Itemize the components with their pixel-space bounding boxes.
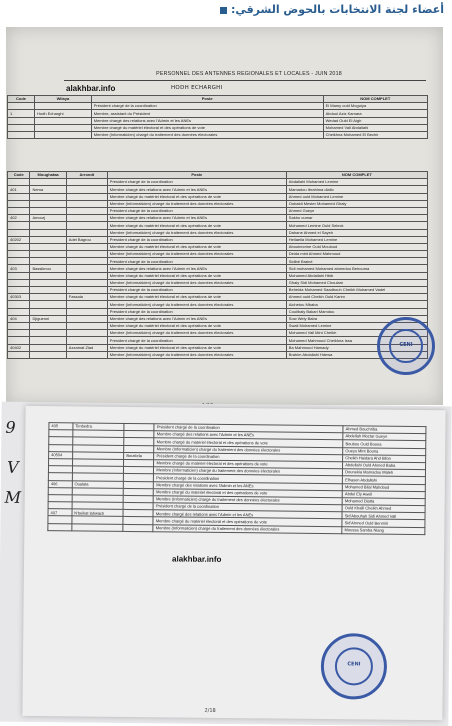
table-cell (30, 308, 66, 315)
table-cell: Djiguenni (30, 315, 66, 322)
table-cell: Mohamed Bilal Mahdoud (342, 483, 425, 491)
table-cell (30, 251, 66, 258)
table-cell: Membre chargé des relations avec l'Admin et les ANEs (153, 510, 342, 519)
bullet-icon (220, 7, 227, 14)
table-row (8, 337, 428, 344)
table-cell (66, 351, 107, 358)
table-cell: Membre chargé des relations avec l'Admin et les ANEs (107, 265, 286, 272)
table-cell: Président chargé de la coordination (154, 424, 343, 433)
table-cell: El Mamy ould Moguiya (323, 103, 427, 110)
table-cell (8, 179, 30, 186)
table-cell: Nema (30, 186, 66, 193)
table-cell (66, 279, 107, 286)
table-cell: Azzamat Ziad (66, 344, 107, 351)
table-row (8, 131, 428, 138)
table-cell: Mohamed Diatta (342, 498, 425, 506)
table-cell (35, 131, 92, 138)
table-cell: Président chargé de la coordination (107, 258, 286, 265)
table-cell (66, 207, 107, 214)
table-cell: Président chargé de la coordination (107, 179, 286, 186)
table-cell (8, 103, 35, 110)
table-cell: 40504 (49, 451, 73, 458)
table-cell: Brahim Abdallahi Hdewa (286, 351, 427, 358)
column-header: NOM COMPLET (323, 96, 427, 103)
table-cell: Cheikhna Mohamed El Bechir (323, 131, 427, 138)
stamp-label: CENI (399, 341, 413, 348)
table-cell (30, 200, 66, 207)
table-cell: Boustela (124, 452, 154, 460)
table-cell (30, 337, 66, 344)
table-cell: Membre chargé du matériel électoral et des opérations de vote (91, 124, 323, 131)
table-cell (8, 117, 35, 124)
column-header: Poste (91, 96, 323, 103)
page2-watermark-brand: alakhbar.info (172, 554, 222, 564)
table-cell: Membre (Informaticien) chargé du traitement des données électorales (154, 496, 343, 505)
table-row (8, 294, 428, 301)
table-cell: Sidi mohamed Mohamed ahmedou Beirouma (286, 265, 427, 272)
table-cell (30, 287, 66, 294)
table-cell: Membre (Informaticien) chargé du traitement des données électorales (91, 131, 323, 138)
table-cell: Président chargé de la coordination (154, 474, 343, 483)
table-row (8, 222, 428, 229)
table-cell: Abdallahi Mohamed Lemine (286, 179, 427, 186)
table-row (8, 186, 428, 193)
wilaya-table (7, 95, 428, 139)
table-cell (48, 523, 72, 530)
table-cell: Membre (Informaticien) chargé du traitement des données électorales (107, 200, 286, 207)
table-cell: Mohamed Lemine Ould Seleck (286, 222, 427, 229)
handwritten-mark: M (4, 487, 22, 507)
table-cell: Membre chargé du matériel électoral et des opérations de vote (107, 193, 286, 200)
table-row (8, 117, 428, 124)
table-cell: Président chargé de la coordination (107, 308, 286, 315)
table-cell (66, 315, 107, 322)
table-cell (30, 272, 66, 279)
table-cell: Président chargé de la coordination (154, 453, 343, 462)
table-cell (30, 222, 66, 229)
table-cell (66, 222, 107, 229)
table-cell: Bassiknou (30, 265, 66, 272)
table-cell (30, 258, 66, 265)
table-cell (8, 131, 35, 138)
table-cell: Président chargé de la coordination (107, 207, 286, 214)
table-cell: Membre (Informaticien) chargé du traitement des données électorales (107, 351, 286, 358)
table-cell: Beheida Mohamed Saadbouh Cheikh Mohamed Vadel (286, 287, 427, 294)
table-cell (30, 322, 66, 329)
table-row (8, 265, 428, 272)
table-row (8, 287, 428, 294)
stamp-label: CENI (347, 661, 361, 668)
table-row (8, 110, 428, 117)
table-cell: Membre chargé des relations avec l'Admin et les ANEs (107, 186, 286, 193)
table-cell: N'beikat lahwach (72, 509, 124, 517)
table-cell: Aboubecrine Ould Mouloud (286, 243, 427, 250)
table-cell: Coulibaly Bakari Mamdou (286, 308, 427, 315)
table-cell: Moussa Samba Niang (342, 526, 425, 534)
table-cell: Fassala (66, 294, 107, 301)
table-cell: Boubou Ould Bouna (343, 440, 426, 448)
table-cell: Adel Bagrou (66, 236, 107, 243)
table-cell: Mohamed Abdallahi Hbib (286, 272, 427, 279)
column-header: Arrondt (66, 172, 107, 179)
table-row (8, 179, 428, 186)
table-cell: 402 (8, 215, 30, 222)
caption-text: أعضاء لجنة الانتخابات بالحوض الشرقي: (230, 3, 444, 16)
table-cell (30, 179, 66, 186)
table-cell (8, 308, 30, 315)
table-cell: Mamadou Ibrahima diallo (286, 186, 427, 193)
table-cell (71, 524, 123, 532)
table-cell (8, 124, 35, 131)
table-cell (30, 351, 66, 358)
table-cell (8, 251, 30, 258)
table-cell: Président chargé de la coordination (107, 287, 286, 294)
table-row (8, 258, 428, 265)
table-cell (66, 337, 107, 344)
table-cell (35, 103, 92, 110)
table-row (8, 330, 428, 337)
table-cell (66, 308, 107, 315)
table-cell (8, 351, 30, 358)
table-cell: Sow Wely Baba (286, 315, 427, 322)
table-cell: Président chargé de la coordination (91, 103, 323, 110)
table-cell: Ahmed ould Mohamed Lemine (286, 193, 427, 200)
table-cell: Membre chargé du matériel électoral et des opérations de vote (154, 488, 343, 497)
table-cell: Abdel Ely Aweil (342, 490, 425, 498)
table-cell (8, 193, 30, 200)
table-cell: Sidibé Brainé (286, 258, 427, 265)
table-cell: Elhasen Abdallahi (343, 476, 426, 484)
table-cell (8, 207, 30, 214)
table-cell: Ahmed Bouchriba (343, 426, 426, 434)
page1-heading: PERSONNEL DES ANTENNES REGIONALES ET LOCALES - JUIN 2018 (156, 71, 342, 77)
table-row (8, 215, 428, 222)
table-cell: 40202 (8, 236, 30, 243)
page2-sheet (22, 406, 445, 720)
table-cell: Abdoul Aziz Kamara (323, 110, 427, 117)
table-cell: 407 (48, 509, 72, 516)
table-cell: Ahmed ould Cheikh Ould Karim (286, 294, 427, 301)
table-cell: Hellaella Mohamed Lemine (286, 236, 427, 243)
document-page-2 (0, 402, 452, 726)
table-cell (66, 301, 107, 308)
table-cell: Dounekia Marnadou Maleh (343, 469, 426, 477)
table-cell: Deida mint Ahmed Mahmoud (286, 251, 427, 258)
table-row (8, 200, 428, 207)
table-cell: Mohamed Vall Mint Cheikh (286, 330, 427, 337)
table-cell: Oubaidi Mester Mohamed Ghaly (286, 200, 427, 207)
table-cell: Membre (Informaticien) chargé du traitement des données électorales (154, 445, 343, 454)
table-row (8, 236, 428, 243)
table-row (8, 124, 428, 131)
table-cell: Ahmed Gueye (286, 207, 427, 214)
page2-number: 2/18 (204, 707, 216, 714)
table-cell (8, 287, 30, 294)
column-header: Code (8, 96, 35, 103)
table-cell: Wedad Ould El Aigh (323, 117, 427, 124)
table-cell (66, 287, 107, 294)
table-cell: Membre chargé des relations avec l'Admin et les ANEs (91, 117, 323, 124)
table-cell: Président chargé de la coordination (107, 236, 286, 243)
table-cell (66, 179, 107, 186)
table-cell (35, 117, 92, 124)
column-header: NOM COMPLET (286, 172, 427, 179)
table-row (8, 308, 428, 315)
table-row (8, 272, 428, 279)
table-row (8, 193, 428, 200)
table-cell (8, 279, 30, 286)
table-cell: Sakho oumar (286, 215, 427, 222)
table-cell: Amourj (30, 215, 66, 222)
table-cell: Oueys Mint Bouna (343, 447, 426, 455)
table-cell: Membre (Informaticien) chargé du traitement des données électorales (107, 251, 286, 258)
table-cell: 404 (8, 315, 30, 322)
table-cell (66, 258, 107, 265)
table-cell (30, 294, 66, 301)
column-header: Poste (107, 172, 286, 179)
table-cell: Membre chargé du matériel électoral et des opérations de vote (153, 517, 342, 526)
table-cell: Membre chargé des relations avec l'Admin et les ANEs (154, 431, 343, 440)
table-cell (8, 229, 30, 236)
page1-watermark-brand: alakhbar.info (66, 84, 116, 93)
document-page-1 (6, 27, 443, 405)
table-cell: Membre chargé des relations avec l'Admin et les ANEs (154, 481, 343, 490)
table-cell: Sid'Abouhah Sidi Ahmed Vall (342, 512, 425, 520)
table-cell: Ghaly Sidi Mohamed Choulam (286, 279, 427, 286)
table-cell: Membre chargé du matériel électoral et des opérations de vote (107, 294, 286, 301)
table-cell: Membre chargé du matériel électoral et des opérations de vote (107, 322, 286, 329)
column-header: Moughataa (30, 172, 66, 179)
table-cell (66, 251, 107, 258)
table-cell (8, 272, 30, 279)
table-cell (8, 330, 30, 337)
table-cell: Membre chargé des relations avec l'Admin et les ANEs (107, 215, 286, 222)
table-cell (8, 301, 30, 308)
table-cell (8, 337, 30, 344)
moughataa-table-continued (47, 422, 426, 535)
table-cell (66, 322, 107, 329)
table-cell (30, 243, 66, 250)
table-cell: Cheikh Haidara Ahd Bilon (343, 454, 426, 462)
table-cell (66, 186, 107, 193)
table-cell: Timbedra (73, 423, 125, 431)
table-cell (66, 200, 107, 207)
table-cell (66, 243, 107, 250)
table-cell: Abdellahi Ould Ahmed Baba (343, 462, 426, 470)
table-cell: Abdellah Moctar Gueye (343, 433, 426, 441)
moughataa-table (7, 171, 428, 359)
table-cell: Membre chargé du matériel électoral et des opérations de vote (107, 344, 286, 351)
table-cell (8, 322, 30, 329)
table-cell: Aichetou Mbaba (286, 301, 427, 308)
table-cell: Membre chargé du matériel électoral et des opérations de vote (107, 243, 286, 250)
table-cell (30, 207, 66, 214)
table-cell: Membre (Informaticien) chargé du traitement des données électorales (107, 301, 286, 308)
table-cell (66, 272, 107, 279)
table-cell: Président chargé de la coordination (153, 503, 342, 512)
table-row (8, 243, 428, 250)
table-row (8, 103, 428, 110)
column-header: Wilaya (35, 96, 92, 103)
table-cell: Membre chargé du matériel électoral et des opérations de vote (154, 438, 343, 447)
table-cell (30, 229, 66, 236)
table-cell (8, 258, 30, 265)
table-cell: Swali Mohamed Lemine (286, 322, 427, 329)
table-cell: Ould Khalil Cheikh Ahmed (342, 505, 425, 513)
table-row (8, 344, 428, 351)
table-cell: Mohamed Mahmoud Cheikhna Issa (286, 337, 427, 344)
handwritten-mark: 9 (5, 417, 16, 437)
table-cell: Membre (Informaticien) chargé du traitement des données électorales (107, 279, 286, 286)
table-cell: 403 (8, 265, 30, 272)
page1-wilaya-name: HODH ECHARGHI (171, 85, 223, 91)
table-cell: Sid'Ahmed Ould Benmiri (342, 519, 425, 527)
table-cell: Membre (Informaticien) chargé du traitement des données électorales (153, 524, 342, 533)
table-cell (35, 124, 92, 131)
table-cell (66, 215, 107, 222)
table-cell: Membre, assistant du Président (91, 110, 323, 117)
divider (64, 80, 426, 81)
table-cell: 40402 (8, 344, 30, 351)
table-cell: Dahane Ahmed el Sayeh (286, 229, 427, 236)
table-cell: Membre (Informaticien) chargé du traitement des données électorales (154, 467, 343, 476)
table-cell (30, 236, 66, 243)
table-cell (30, 330, 66, 337)
table-cell (8, 243, 30, 250)
table-row (8, 251, 428, 258)
table-cell: Membre chargé du matériel électoral et des opérations de vote (107, 272, 286, 279)
table-cell: Membre (Informaticien) chargé du traitement des données électorales (107, 330, 286, 337)
caption (4, 3, 444, 16)
handwritten-mark: V (6, 457, 19, 477)
table-row (8, 315, 428, 322)
table-row (8, 301, 428, 308)
table-cell: 405 (49, 423, 73, 430)
column-header: Code (8, 172, 30, 179)
table-cell (123, 524, 153, 532)
table-row (8, 207, 428, 214)
table-cell: Membre chargé du matériel électoral et des opérations de vote (107, 222, 286, 229)
table-cell: Président chargé de la coordination (107, 337, 286, 344)
table-row (8, 351, 428, 358)
table-cell: Hodh Echarghi (35, 110, 92, 117)
table-cell (8, 200, 30, 207)
table-cell (66, 193, 107, 200)
table-cell (66, 229, 107, 236)
table-row (8, 322, 428, 329)
table-cell (30, 193, 66, 200)
table-cell (30, 279, 66, 286)
official-stamp (321, 633, 388, 700)
official-stamp (377, 317, 435, 375)
table-row (8, 279, 428, 286)
table-cell: 406 (48, 480, 72, 487)
table-cell: Ba Mahmoud Hamady (286, 344, 427, 351)
table-row (8, 229, 428, 236)
table-cell (30, 301, 66, 308)
table-cell: Membre chargé du matériel électoral et des opérations de vote (154, 460, 343, 469)
table-cell: 401 (8, 186, 30, 193)
table-cell (66, 265, 107, 272)
table-cell: Membre chargé des relations avec l'Admin et les ANEs (107, 315, 286, 322)
table-cell (66, 330, 107, 337)
table-cell: 1 (8, 110, 35, 117)
table-cell (30, 344, 66, 351)
table-cell: Mohamed Vall Abdallahi (323, 124, 427, 131)
table-cell: Membre (Informaticien) chargé du traitement des données électorales (107, 229, 286, 236)
table-cell: Oualata (72, 480, 124, 488)
table-cell (8, 222, 30, 229)
table-cell: 40303 (8, 294, 30, 301)
